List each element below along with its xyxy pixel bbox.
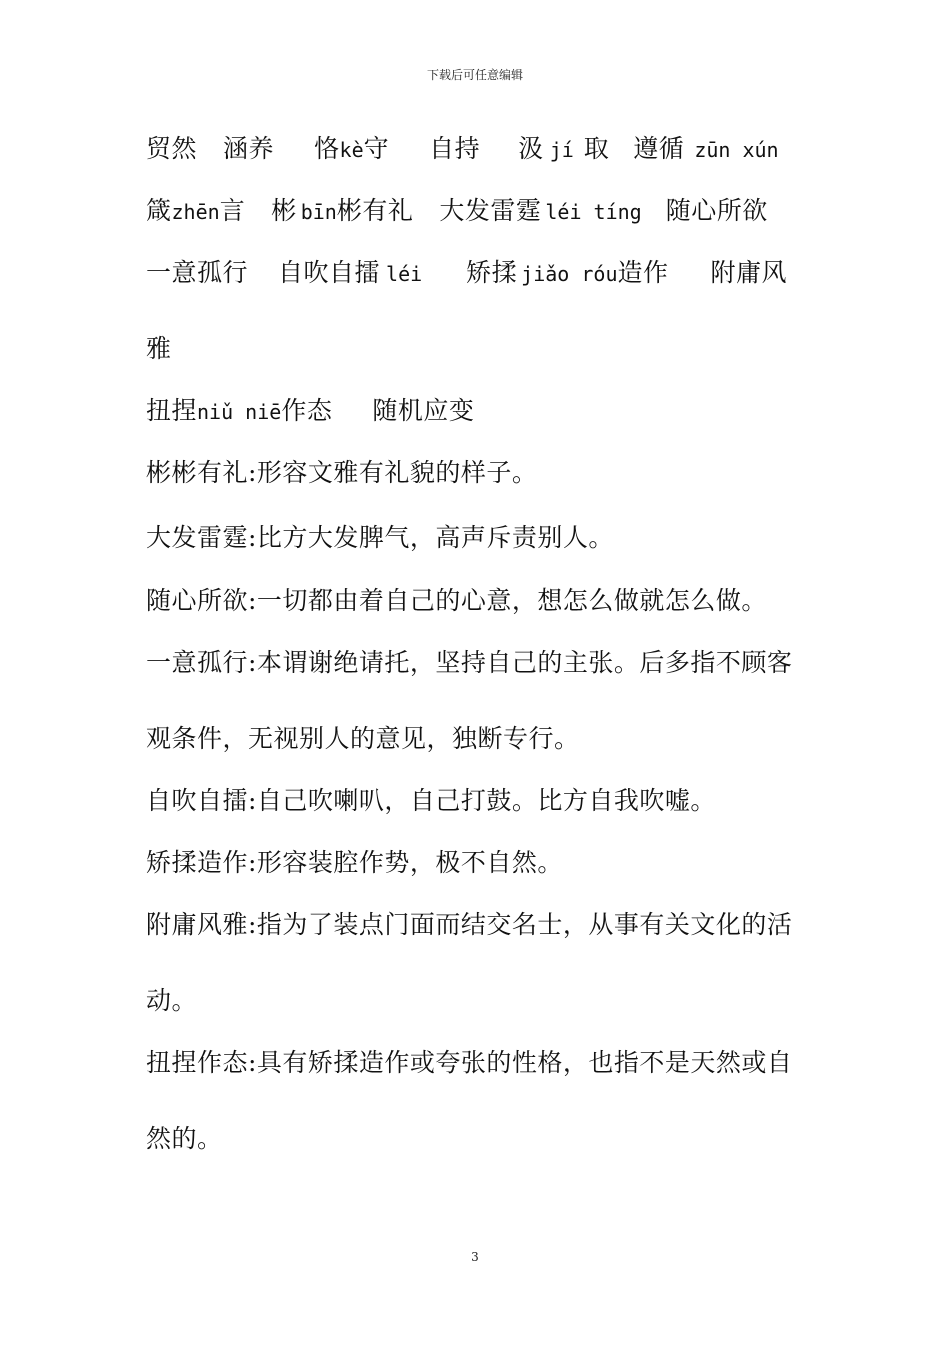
word-hanyang: 涵养 xyxy=(223,134,275,163)
definition-line: 观条件，无视别人的意见，独断专行。 xyxy=(146,724,580,753)
definition-line: 一意孤行:本谓谢绝请托，坚持自己的主张。后多指不顾客 xyxy=(146,648,793,677)
definition-line: 随心所欲:一切都由着自己的心意，想怎么做就怎么做。 xyxy=(146,586,767,615)
word-suixinsuoyu: 随心所欲 xyxy=(665,196,768,225)
vocab-row-3 xyxy=(146,258,826,289)
word-zaozuo: 造作 xyxy=(617,258,669,287)
word-keshou-char2: 守 xyxy=(363,134,390,163)
page-number: 3 xyxy=(471,1250,479,1264)
word-niunie: 扭捏 xyxy=(146,396,198,425)
pinyin-jiaorou: jiǎo róu xyxy=(521,262,618,286)
pinyin-zhen: zhēn xyxy=(171,200,220,224)
word-fuyongfeng: 附庸风 xyxy=(710,258,788,287)
pinyin-zunxun: zūn xún xyxy=(694,138,779,162)
pinyin-ke: kè xyxy=(339,138,364,162)
definition-line: 大发雷霆:比方大发脾气，高声斥责别人。 xyxy=(146,523,614,552)
pinyin-ji: jí xyxy=(549,138,574,162)
word-zhenyan-char: 箴 xyxy=(146,196,172,225)
word-yiyiguxing: 一意孤行 xyxy=(146,258,249,287)
vocab-row-2 xyxy=(146,196,826,227)
word-maoran: 贸然 xyxy=(146,134,198,163)
pinyin-leiting: léi tíng xyxy=(545,200,642,224)
definition-line: 自吹自擂:自己吹喇叭，自己打鼓。比方自我吹嘘。 xyxy=(146,786,716,815)
word-zichuiziLei: 自吹自擂 xyxy=(278,258,381,287)
word-binbin-rest: 彬有礼 xyxy=(336,196,414,225)
word-jiqu-char: 汲 xyxy=(518,134,544,163)
word-suijiyingbian: 随机应变 xyxy=(372,396,475,425)
word-zunxun: 遵循 xyxy=(633,134,685,163)
page-header: 下载后可任意编辑 xyxy=(426,68,523,82)
definition-line: 彬彬有礼:形容文雅有礼貌的样子。 xyxy=(146,458,538,487)
pinyin-bin: bīn xyxy=(300,200,337,224)
word-keshou-char: 恪 xyxy=(314,134,340,163)
vocab-row-3-continued: 雅 xyxy=(146,334,172,363)
word-zhenyan-char2: 言 xyxy=(219,196,246,225)
definition-line: 矫揉造作:形容装腔作势，极不自然。 xyxy=(146,848,563,877)
word-jiqu-char2: 取 xyxy=(583,134,610,163)
word-zichi: 自持 xyxy=(429,134,481,163)
word-jiaorou: 矫揉 xyxy=(466,258,518,287)
pinyin-niunie: niǔ niē xyxy=(197,400,282,424)
word-zuotai: 作态 xyxy=(281,396,333,425)
vocab-row-1 xyxy=(146,134,826,165)
definition-line: 动。 xyxy=(146,986,198,1015)
definition-line: 附庸风雅:指为了装点门面而结交名士，从事有关文化的活 xyxy=(146,910,793,939)
pinyin-lei: léi xyxy=(386,262,423,286)
definition-line: 然的。 xyxy=(146,1124,223,1153)
word-binbin-char: 彬 xyxy=(271,196,297,225)
definition-line: 扭捏作态:具有矫揉造作或夸张的性格，也指不是天然或自 xyxy=(146,1048,793,1077)
word-dafaleiting: 大发雷霆 xyxy=(439,196,542,225)
vocab-row-4 xyxy=(146,396,826,427)
